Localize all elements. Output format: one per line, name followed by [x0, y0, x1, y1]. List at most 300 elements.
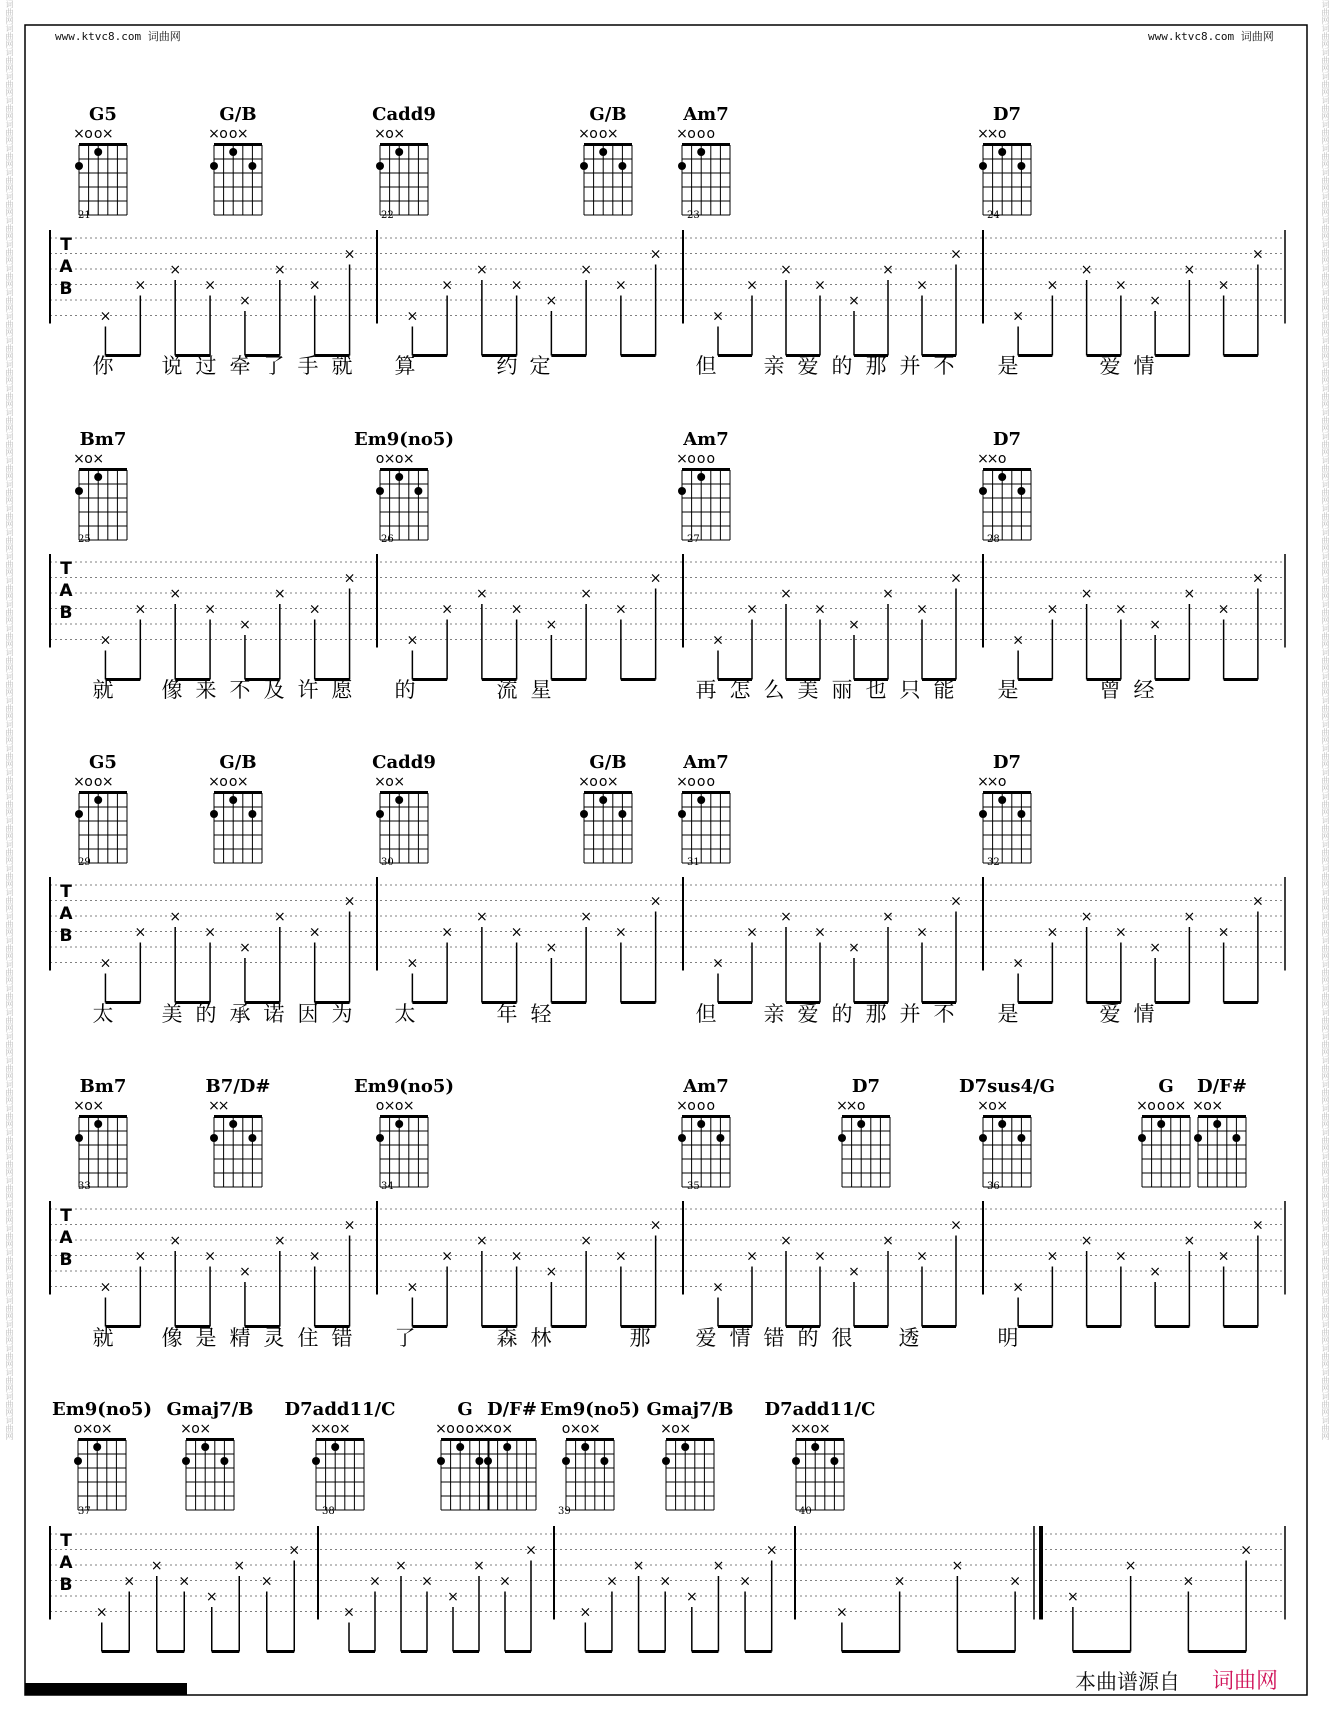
tab-note: × [1080, 586, 1093, 602]
open-mute-mark: o [687, 774, 696, 790]
chord-nut [441, 1438, 489, 1441]
open-mute-mark: × [606, 126, 619, 142]
tab-note: × [476, 262, 488, 278]
tab-note: × [510, 1248, 523, 1265]
chord-diagram [676, 429, 730, 540]
finger-dot [94, 473, 102, 481]
finger-dot [484, 1457, 492, 1465]
chord-name: Gmaj7/B [646, 1399, 734, 1420]
tab-note: × [1012, 308, 1024, 325]
open-mute-mark: o [561, 1421, 571, 1437]
finger-dot [857, 1120, 865, 1128]
chord-diagram [354, 1076, 454, 1187]
lyric-char: 是 [997, 354, 1019, 378]
chord-diagram [52, 1399, 152, 1510]
finger-dot [599, 796, 607, 804]
open-mute-mark: o [446, 1421, 455, 1437]
lyric-char: 手 [297, 354, 319, 378]
tab-note: × [580, 262, 592, 278]
chord-name: Bm7 [79, 429, 127, 450]
lyric-char: 像 [161, 1326, 183, 1350]
chord-diagram [836, 1076, 890, 1187]
lyric-char: 森 [496, 1326, 518, 1350]
open-mute-mark: × [676, 126, 688, 142]
open-mute-mark: o [92, 1421, 102, 1437]
tab-note: × [369, 1573, 381, 1590]
tab-note: × [273, 1233, 286, 1249]
finger-dot [248, 810, 256, 818]
chord-nut [1142, 1115, 1190, 1118]
tab-note: × [343, 246, 356, 263]
tab-note: × [1124, 1558, 1137, 1574]
chord-name: Em9(no5) [540, 1399, 640, 1420]
chord-name: D7add11/C [764, 1399, 876, 1420]
lyric-char: 透 [898, 1326, 920, 1350]
open-mute-mark: o [84, 1098, 93, 1114]
chord-nut [1198, 1115, 1246, 1118]
lyric-char: 怎 [729, 678, 751, 702]
finger-dot [979, 487, 987, 495]
open-mute-mark: o [706, 774, 716, 790]
finger-dot [376, 487, 384, 495]
tab-note: × [1183, 909, 1196, 925]
tab-clef-letter: A [59, 581, 73, 601]
chord-nut [983, 1115, 1031, 1118]
lyric-char: 并 [899, 354, 921, 378]
chord-nut [380, 1115, 428, 1118]
open-mute-mark: × [977, 1098, 989, 1114]
tab-note: × [580, 909, 592, 925]
finger-dot [618, 162, 626, 170]
measure-number: 36 [987, 1181, 1000, 1192]
tab-note: × [746, 1248, 758, 1265]
open-mute-mark: × [374, 126, 386, 142]
finger-dot [678, 162, 686, 170]
lyric-char: 不 [933, 1002, 955, 1026]
tab-note: × [273, 909, 286, 925]
lyric-char: 那 [629, 1326, 651, 1350]
open-mute-mark: × [73, 126, 85, 142]
finger-dot [414, 487, 422, 495]
tab-note: × [950, 1217, 962, 1234]
tab-note: × [632, 1558, 645, 1574]
chord-nut [214, 791, 262, 794]
tab-note: × [1080, 909, 1093, 925]
open-mute-mark: o [856, 1098, 866, 1114]
open-mute-mark: o [687, 451, 696, 467]
tab-note: × [739, 1573, 751, 1590]
finger-dot [94, 796, 102, 804]
finger-dot [998, 796, 1006, 804]
tab-note: × [746, 277, 758, 294]
lyric-char: 不 [229, 678, 251, 702]
side-watermark-left: 词曲网词曲网词曲网词曲网词曲网词曲网词曲网词曲网词曲网词曲网词曲网词曲网词曲网词曲网词曲网词曲网词曲网词曲网词曲网词曲网词曲网词曲网词曲网词曲网词曲网词曲网词曲网词曲网词曲网词曲网词曲网词曲网词曲网词曲网词曲网词曲网词曲网词曲网词曲网词曲网词曲网词曲网词曲网词曲网词曲网词曲网词曲网词曲网词曲网词曲网词曲网词曲网词曲网词曲网词曲网词曲网词曲网词曲网词曲网词曲网 [5, 0, 14, 1440]
finger-dot [312, 1457, 320, 1465]
tab-note: × [1149, 1264, 1161, 1280]
open-mute-mark: o [589, 774, 598, 790]
chord-diagram [676, 104, 730, 215]
open-mute-mark: o [997, 451, 1007, 467]
lyric-char: 么 [763, 678, 785, 702]
tab-note: × [836, 1604, 848, 1621]
tab-note: × [1183, 586, 1196, 602]
lyric-char: 林 [530, 1326, 552, 1350]
tab-note: × [343, 893, 356, 910]
chord-name: Am7 [683, 429, 729, 450]
tab-note: × [99, 1279, 112, 1296]
chord-diagram [676, 752, 730, 863]
open-mute-mark: o [465, 1421, 475, 1437]
tab-note: × [343, 570, 356, 587]
tab-note: × [134, 924, 147, 941]
lyric-char: 明 [997, 1326, 1019, 1350]
chord-name: G [457, 1399, 473, 1420]
footer-brand-link[interactable]: 词曲网 [1212, 1669, 1279, 1694]
tab-note: × [343, 1604, 355, 1621]
measure-number: 29 [78, 857, 91, 868]
tab-note: × [580, 586, 592, 602]
chord-nut [214, 143, 262, 146]
measure-number: 32 [987, 857, 1000, 868]
tab-note: × [1217, 924, 1230, 941]
finger-dot [376, 810, 384, 818]
lyric-char: 流 [496, 678, 518, 702]
tab-note: × [1012, 955, 1024, 972]
tab-note: × [950, 893, 962, 910]
finger-dot [93, 1443, 101, 1451]
tab-note: × [169, 262, 182, 278]
open-mute-mark: o [394, 1098, 404, 1114]
watermark-left: www.ktvc8.com 词曲网 [55, 30, 181, 43]
tab-note: × [441, 924, 453, 941]
lyric-char: 诺 [263, 1002, 285, 1026]
chord-diagram [482, 1399, 537, 1510]
chord-name: G5 [89, 752, 117, 773]
chord-name: G5 [89, 104, 117, 125]
tab-note: × [150, 1558, 163, 1574]
tab-clef-letter: A [59, 257, 73, 277]
chord-diagram [435, 1399, 489, 1510]
tab-note: × [178, 1573, 191, 1590]
measure-number: 28 [987, 534, 1000, 545]
open-mute-mark: o [375, 1098, 385, 1114]
chord-nut [682, 791, 730, 794]
lyric-char: 你 [92, 354, 114, 378]
open-mute-mark: × [588, 1421, 601, 1437]
tab-note: × [712, 955, 724, 972]
tab-note: × [1080, 262, 1093, 278]
chord-diagram [676, 1076, 730, 1187]
finger-dot [395, 796, 403, 804]
open-mute-mark: × [569, 1421, 582, 1437]
tab-note: × [1046, 924, 1059, 941]
open-mute-mark: × [1136, 1098, 1148, 1114]
tab-note: × [1183, 262, 1196, 278]
tab-note: × [545, 1264, 558, 1280]
finger-dot [376, 162, 384, 170]
finger-dot [998, 1120, 1006, 1128]
tab-note: × [1183, 1233, 1196, 1249]
open-mute-mark: o [696, 451, 706, 467]
lyric-char: 因 [297, 1002, 319, 1026]
open-mute-mark: × [1211, 1098, 1224, 1114]
open-mute-mark: × [676, 1098, 688, 1114]
chord-diagram [372, 752, 436, 863]
open-mute-mark: × [338, 1421, 351, 1437]
lyric-char: 但 [695, 354, 717, 378]
tab-note: × [1115, 924, 1127, 941]
finger-dot [599, 148, 607, 156]
tab-note: × [580, 1233, 592, 1249]
chord-nut [79, 468, 127, 471]
chord-name: G/B [589, 104, 627, 125]
open-mute-mark: o [706, 451, 716, 467]
measure-number: 39 [558, 1506, 571, 1517]
open-mute-mark: o [706, 1098, 716, 1114]
tab-note: × [765, 1542, 778, 1559]
chord-nut [682, 143, 730, 146]
tab-note: × [395, 1558, 407, 1574]
lyric-char: 是 [997, 678, 1019, 702]
tab-note: × [916, 924, 928, 941]
tab-note: × [780, 586, 792, 602]
chord-nut [666, 1438, 714, 1441]
tab-note: × [308, 924, 321, 941]
open-mute-mark: × [977, 774, 989, 790]
lyric-char: 的 [831, 354, 853, 378]
open-mute-mark: × [236, 126, 249, 142]
tab-note: × [1115, 277, 1127, 294]
lyric-char: 也 [865, 678, 887, 702]
tab-note: × [780, 1233, 792, 1249]
measure-number: 37 [78, 1506, 91, 1517]
finger-dot [830, 1457, 838, 1465]
finger-dot [1017, 1134, 1025, 1142]
finger-dot [1157, 1120, 1165, 1128]
measure-number: 22 [381, 210, 394, 221]
tab-staff [50, 1181, 1285, 1327]
tab-note: × [712, 1558, 725, 1574]
tab-note: × [1217, 601, 1230, 618]
open-mute-mark: o [455, 1421, 465, 1437]
open-mute-mark: × [73, 1098, 85, 1114]
tab-note: × [134, 601, 147, 618]
finger-dot [678, 487, 686, 495]
chord-nut [78, 1438, 126, 1441]
open-mute-mark: × [799, 1421, 812, 1437]
open-mute-mark: × [660, 1421, 672, 1437]
tab-note: × [1182, 1573, 1195, 1590]
tab-note: × [510, 601, 523, 618]
finger-dot [979, 1134, 987, 1142]
tab-note: × [1046, 1248, 1059, 1265]
tab-note: × [510, 924, 523, 941]
measure-number: 27 [687, 534, 700, 545]
finger-dot [210, 1134, 218, 1142]
chord-name: Am7 [683, 1076, 729, 1097]
chord-nut [682, 468, 730, 471]
tab-note: × [447, 1589, 459, 1605]
lyric-char: 情 [1133, 1002, 1155, 1026]
open-mute-mark: o [687, 126, 696, 142]
open-mute-mark: × [836, 1098, 848, 1114]
open-mute-mark: × [383, 1098, 396, 1114]
tab-note: × [260, 1573, 273, 1590]
tab-note: × [712, 1279, 724, 1296]
open-mute-mark: × [1174, 1098, 1187, 1114]
open-mute-mark: × [100, 1421, 113, 1437]
system-3 [50, 752, 1285, 1026]
finger-dot [580, 162, 588, 170]
chord-nut [79, 791, 127, 794]
open-mute-mark: × [986, 774, 999, 790]
lyric-char: 就 [92, 678, 114, 702]
chord-diagram [354, 429, 454, 540]
open-mute-mark: × [679, 1421, 692, 1437]
lyric-char: 承 [229, 1002, 251, 1026]
tab-note: × [814, 1248, 826, 1265]
lyric-char: 的 [195, 1002, 217, 1026]
lyric-char: 说 [161, 354, 183, 378]
lyric-char: 错 [331, 1326, 353, 1350]
chord-name: G [1158, 1076, 1174, 1097]
open-mute-mark: × [482, 1421, 494, 1437]
measure-number: 24 [987, 210, 1000, 221]
finger-dot [697, 473, 705, 481]
tab-note: × [848, 940, 860, 956]
tab-note: × [406, 1279, 419, 1296]
lyric-char: 很 [831, 1326, 853, 1350]
chord-diagram [285, 1399, 396, 1510]
open-mute-mark: × [73, 774, 85, 790]
tab-note: × [1149, 940, 1161, 956]
tab-clef-letter: T [60, 882, 72, 902]
finger-dot [662, 1457, 670, 1465]
open-mute-mark: o [696, 774, 706, 790]
tab-note: × [406, 955, 419, 972]
open-mute-mark: o [1147, 1098, 1156, 1114]
chord-name: B7/D# [205, 1076, 271, 1097]
tab-note: × [649, 1217, 662, 1234]
lyric-char: 年 [496, 1002, 518, 1026]
open-mute-mark: o [1166, 1098, 1176, 1114]
tab-note: × [204, 924, 216, 941]
tab-note: × [649, 893, 662, 910]
open-mute-mark: × [676, 774, 688, 790]
open-mute-mark: × [208, 1098, 220, 1114]
chord-name: D/F# [1196, 1076, 1248, 1097]
open-mute-mark: × [393, 126, 406, 142]
tab-note: × [615, 1248, 627, 1265]
finger-dot [678, 1134, 686, 1142]
tab-note: × [473, 1558, 485, 1574]
open-mute-mark: × [393, 774, 406, 790]
tab-note: × [204, 277, 216, 294]
tab-staff [50, 1506, 1285, 1652]
open-mute-mark: × [845, 1098, 858, 1114]
open-mute-mark: × [986, 126, 999, 142]
open-mute-mark: o [385, 774, 394, 790]
lyric-char: 不 [933, 354, 955, 378]
measure-number: 40 [799, 1506, 812, 1517]
tab-clef-letter: T [60, 1206, 72, 1226]
watermark-right: www.ktvc8.com 词曲网 [1148, 30, 1274, 43]
finger-dot [1017, 810, 1025, 818]
tab-note: × [814, 601, 826, 618]
finger-dot [182, 1457, 190, 1465]
tab-note: × [615, 277, 627, 294]
tab-note: × [343, 1217, 356, 1234]
lyric-char: 精 [229, 1326, 251, 1350]
finger-dot [210, 162, 218, 170]
tab-note: × [649, 570, 662, 587]
tab-note: × [848, 1264, 860, 1280]
finger-dot [331, 1443, 339, 1451]
finger-dot [618, 810, 626, 818]
chord-diagram [167, 1399, 254, 1510]
lyric-char: 许 [297, 678, 319, 702]
chord-diagram [73, 429, 127, 540]
open-mute-mark: o [84, 126, 93, 142]
finger-dot [210, 810, 218, 818]
open-mute-mark: × [199, 1421, 212, 1437]
chord-nut [186, 1438, 234, 1441]
tab-note: × [441, 601, 453, 618]
chord-name: D7 [992, 429, 1022, 450]
open-mute-mark: × [217, 1098, 230, 1114]
open-mute-mark: o [191, 1421, 200, 1437]
measure-number: 26 [381, 534, 394, 545]
finger-dot [998, 473, 1006, 481]
chord-diagram [208, 104, 262, 215]
lyric-char: 太 [394, 1002, 416, 1026]
open-mute-mark: o [997, 126, 1007, 142]
tab-clef-letter: B [59, 1575, 73, 1595]
tab-note: × [1115, 601, 1127, 618]
chord-nut [983, 791, 1031, 794]
measure-number: 21 [78, 210, 91, 221]
finger-dot [1194, 1134, 1202, 1142]
tab-note: × [780, 262, 792, 278]
tab-note: × [649, 246, 662, 263]
open-mute-mark: o [493, 1421, 502, 1437]
tab-note: × [239, 940, 251, 956]
measure-number: 38 [322, 1506, 335, 1517]
side-watermark-right: 词曲网词曲网词曲网词曲网词曲网词曲网词曲网词曲网词曲网词曲网词曲网词曲网词曲网词曲网词曲网词曲网词曲网词曲网词曲网词曲网词曲网词曲网词曲网词曲网词曲网词曲网词曲网词曲网词曲网词曲网词曲网词曲网词曲网词曲网词曲网词曲网词曲网词曲网词曲网词曲网词曲网词曲网词曲网词曲网词曲网词曲网词曲网词曲网词曲网词曲网词曲网词曲网词曲网词曲网词曲网词曲网词曲网词曲网词曲网词曲网 [1321, 0, 1330, 1440]
finger-dot [376, 1134, 384, 1142]
tab-clef-letter: B [59, 279, 73, 299]
tab-note: × [712, 308, 724, 325]
chord-name: D7sus4/G [959, 1076, 1055, 1097]
chord-diagram [372, 104, 436, 215]
open-mute-mark: o [1156, 1098, 1166, 1114]
lyric-char: 但 [695, 1002, 717, 1026]
tab-note: × [950, 570, 962, 587]
finger-dot [697, 1120, 705, 1128]
open-mute-mark: o [375, 451, 385, 467]
finger-dot [475, 1457, 483, 1465]
tab-note: × [1012, 1279, 1024, 1296]
tab-note: × [169, 1233, 182, 1249]
tab-note: × [780, 909, 792, 925]
finger-dot [678, 810, 686, 818]
lyric-char: 的 [831, 1002, 853, 1026]
finger-dot [1017, 487, 1025, 495]
finger-dot [248, 1134, 256, 1142]
tab-note: × [99, 308, 112, 325]
chord-nut [79, 143, 127, 146]
open-mute-mark: × [435, 1421, 447, 1437]
